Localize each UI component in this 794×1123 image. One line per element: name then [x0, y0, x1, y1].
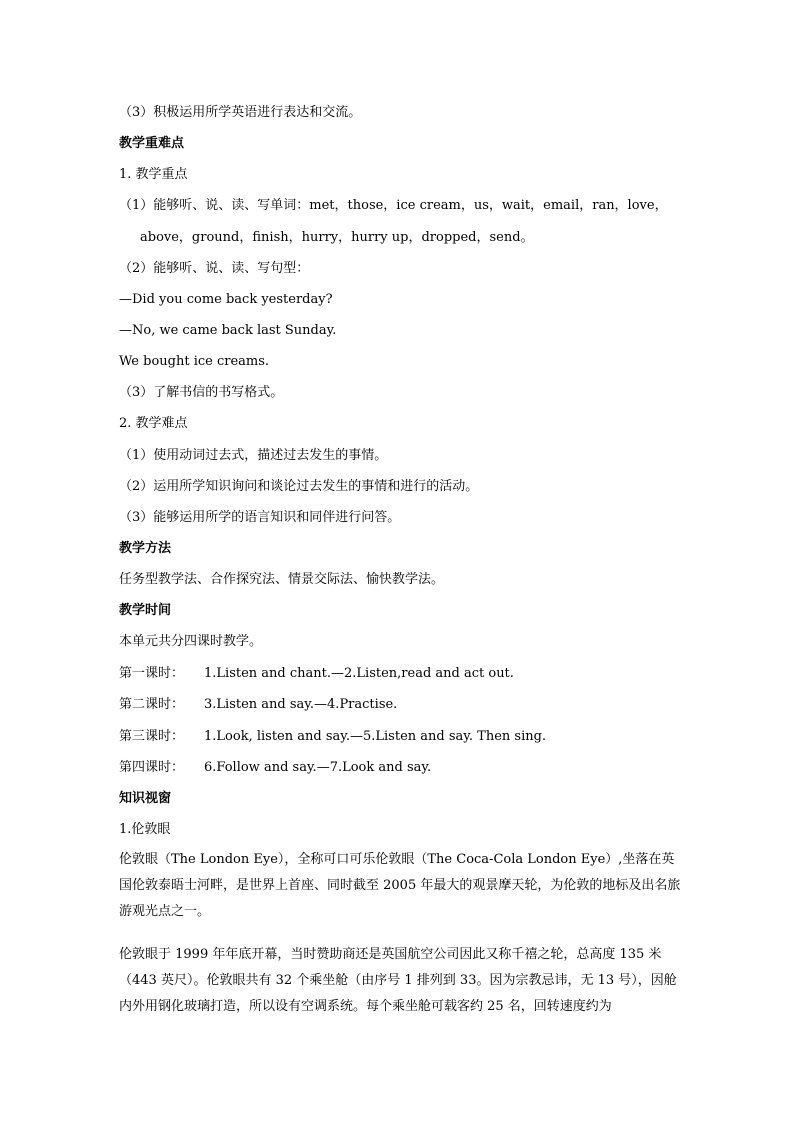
- teaching-time-summary: 本单元共分四课时教学。: [119, 634, 263, 649]
- sentence-3: We bought ice creams.: [119, 354, 270, 369]
- heading-key-difficult-points: 教学重难点: [119, 136, 185, 151]
- paragraph-london-eye-details: 伦敦眼于 1999 年年底开幕，当时赞助商还是英国航空公司因此又称千禧之轮，总高度 135 米（443 英尺）。伦敦眼共有 32 个乘坐舱（由序号 1 排列到 33。因为宗教忌讳，无 13 号），因舱内外用钢化玻璃打造，所以设有空调系统。每个乘坐舱可载客约 25 名，回转速度约为: [119, 947, 677, 1014]
- difficult-point-1: （1）使用动词过去式，描述过去发生的事情。: [119, 448, 388, 463]
- heading-teaching-methods: 教学方法: [119, 541, 172, 556]
- subheading-key-points: 1. 教学重点: [119, 167, 188, 182]
- sentence-1: —Did you come back yesterday?: [119, 292, 333, 307]
- key-point-words-cont: above，ground，finish，hurry，hurry up，dropped，send。: [140, 230, 534, 245]
- teaching-methods: 任务型教学法、合作探究法、情景交际法、愉快教学法。: [119, 572, 445, 587]
- subheading-difficult-points: 2. 教学难点: [119, 416, 188, 431]
- heading-knowledge-window: 知识视窗: [119, 791, 172, 806]
- difficult-point-3: （3）能够运用所学的语言知识和同伴进行问答。: [119, 510, 401, 525]
- objective-3: （3）积极运用所学英语进行表达和交流。: [119, 105, 362, 120]
- schedule-content: 3.Listen and say.—4.Practise.: [204, 697, 398, 712]
- schedule-content: 1.Look, listen and say.—5.Listen and say. Then sing.: [204, 729, 547, 744]
- schedule-day: 第三课时：: [119, 729, 185, 744]
- subheading-london-eye: 1.伦敦眼: [119, 822, 171, 837]
- schedule-content: 1.Listen and chant.—2.Listen,read and act out.: [204, 666, 514, 681]
- sentence-2: —No, we came back last Sunday.: [119, 323, 337, 338]
- key-point-words: （1）能够听、说、读、写单词：met，those，ice cream，us，wait，email，ran，love，: [119, 198, 668, 213]
- key-point-sentences: （2）能够听、说、读、写句型：: [119, 261, 310, 276]
- schedule-day: 第一课时：: [119, 666, 185, 681]
- paragraph-london-eye-intro: 伦敦眼（The London Eye），全称可口可乐伦敦眼（The Coca-Cola London Eye）,坐落在英国伦敦泰晤士河畔，是世界上首座、同时截至 2005 年最大的观景摩天轮，为伦敦的地标及出名旅游观光点之一。: [119, 852, 681, 919]
- schedule-day: 第四课时：: [119, 760, 185, 775]
- heading-teaching-time: 教学时间: [119, 603, 172, 618]
- key-point-letter: （3）了解书信的书写格式。: [119, 385, 284, 400]
- schedule-content: 6.Follow and say.—7.Look and say.: [204, 760, 432, 775]
- schedule-day: 第二课时：: [119, 697, 185, 712]
- difficult-point-2: （2）运用所学知识询问和谈论过去发生的事情和进行的活动。: [119, 479, 479, 494]
